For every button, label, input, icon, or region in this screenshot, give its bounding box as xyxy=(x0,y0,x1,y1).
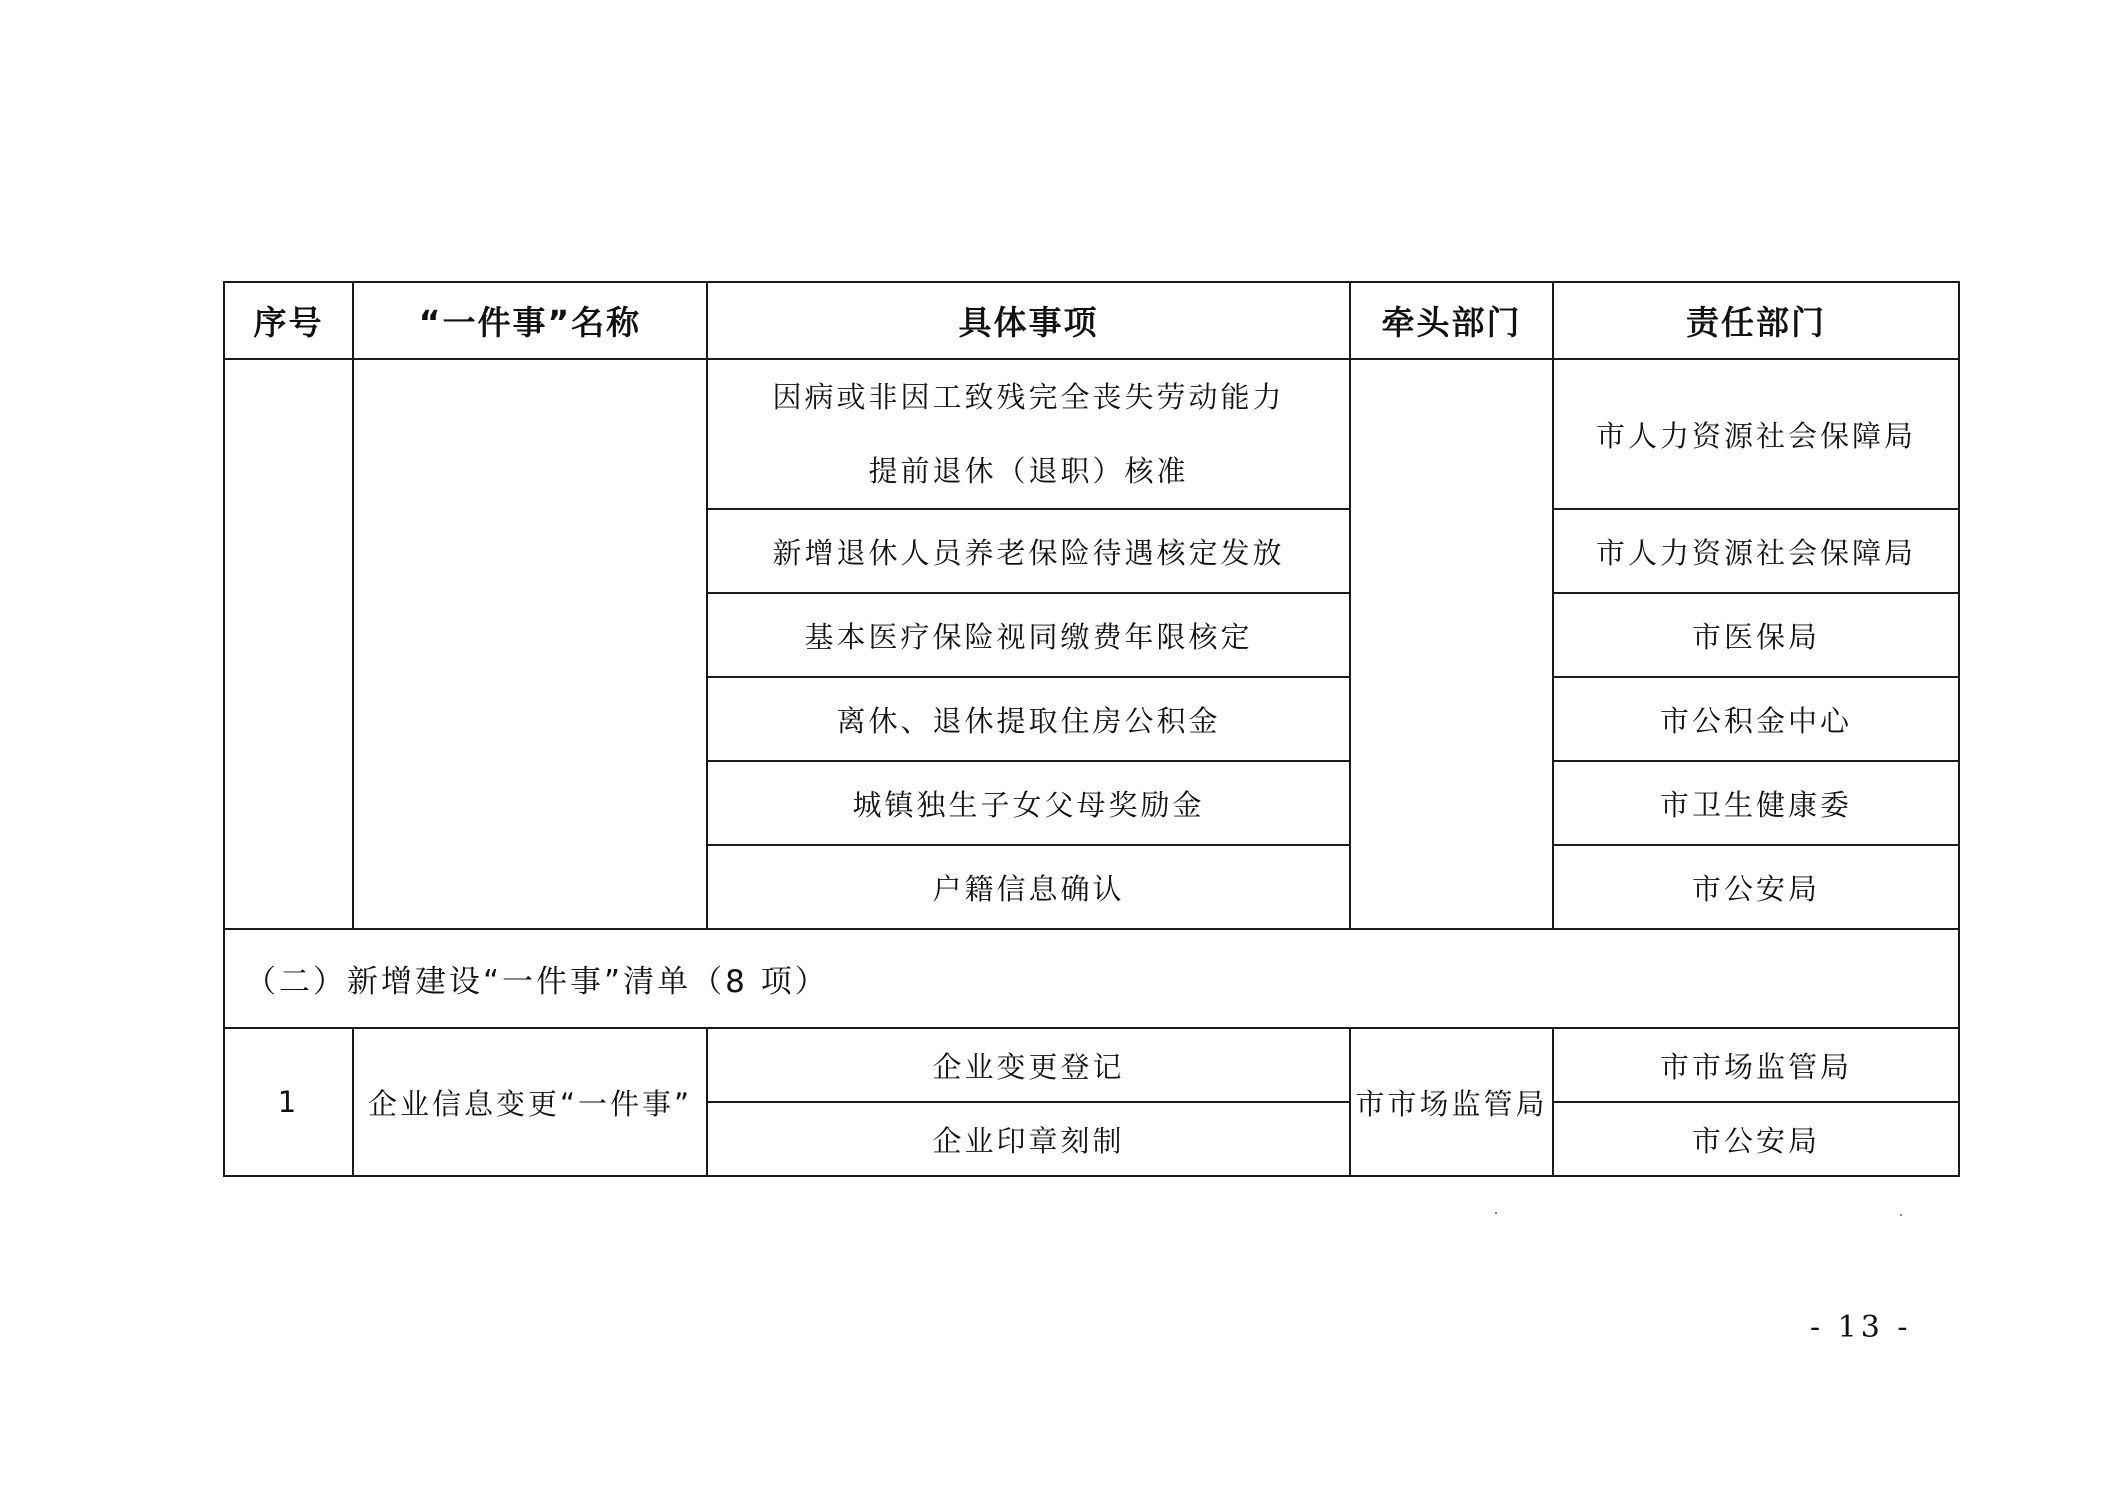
specific-item-line: 提前退休（退职）核准 xyxy=(868,454,1189,488)
header-responsible-department: 责任部门 xyxy=(1553,282,1959,359)
matters-table xyxy=(223,281,1960,1177)
responsible-department-cell: 市公安局 xyxy=(1553,845,1959,929)
specific-item-cell xyxy=(707,359,1350,509)
specific-item-cell: 户籍信息确认 xyxy=(707,845,1350,929)
responsible-department-cell: 市医保局 xyxy=(1553,593,1959,677)
table-row xyxy=(224,1028,1959,1102)
responsible-department-cell: 市人力资源社会保障局 xyxy=(1553,509,1959,593)
matter-name-cell xyxy=(353,359,707,929)
responsible-department-cell: 市市场监管局 xyxy=(1553,1028,1959,1102)
responsible-department-cell: 市公积金中心 xyxy=(1553,677,1959,761)
section-heading-row xyxy=(224,929,1959,1028)
specific-item-cell: 新增退休人员养老保险待遇核定发放 xyxy=(707,509,1350,593)
table-row xyxy=(224,359,1959,509)
lead-department-cell xyxy=(1350,359,1553,929)
serial-number-cell: 1 xyxy=(224,1028,353,1176)
header-serial-number: 序号 xyxy=(224,282,353,359)
specific-item-cell: 城镇独生子女父母奖励金 xyxy=(707,761,1350,845)
matter-name-cell: 企业信息变更“一件事” xyxy=(353,1028,707,1176)
table-header-row xyxy=(224,282,1959,359)
responsible-department-cell: 市卫生健康委 xyxy=(1553,761,1959,845)
specific-item-cell: 企业变更登记 xyxy=(707,1028,1350,1102)
header-specific-items: 具体事项 xyxy=(707,282,1350,359)
specific-item-line: 因病或非因工致残完全丧失劳动能力 xyxy=(772,380,1285,414)
specific-item-cell: 基本医疗保险视同缴费年限核定 xyxy=(707,593,1350,677)
specific-item-cell: 企业印章刻制 xyxy=(707,1102,1350,1176)
responsible-department-cell: 市人力资源社会保障局 xyxy=(1553,359,1959,509)
header-matter-name: “一件事”名称 xyxy=(353,282,707,359)
serial-number-cell xyxy=(224,359,353,929)
page-number: - 13 - xyxy=(1810,1310,1912,1345)
section-heading: （二）新增建设“一件事”清单（8 项） xyxy=(224,929,1959,1028)
scan-speck xyxy=(1495,1212,1497,1214)
responsible-department-cell: 市公安局 xyxy=(1553,1102,1959,1176)
header-lead-department: 牵头部门 xyxy=(1350,282,1553,359)
scan-speck xyxy=(1900,1214,1902,1216)
lead-department-cell: 市市场监管局 xyxy=(1350,1028,1553,1176)
specific-item-cell: 离休、退休提取住房公积金 xyxy=(707,677,1350,761)
